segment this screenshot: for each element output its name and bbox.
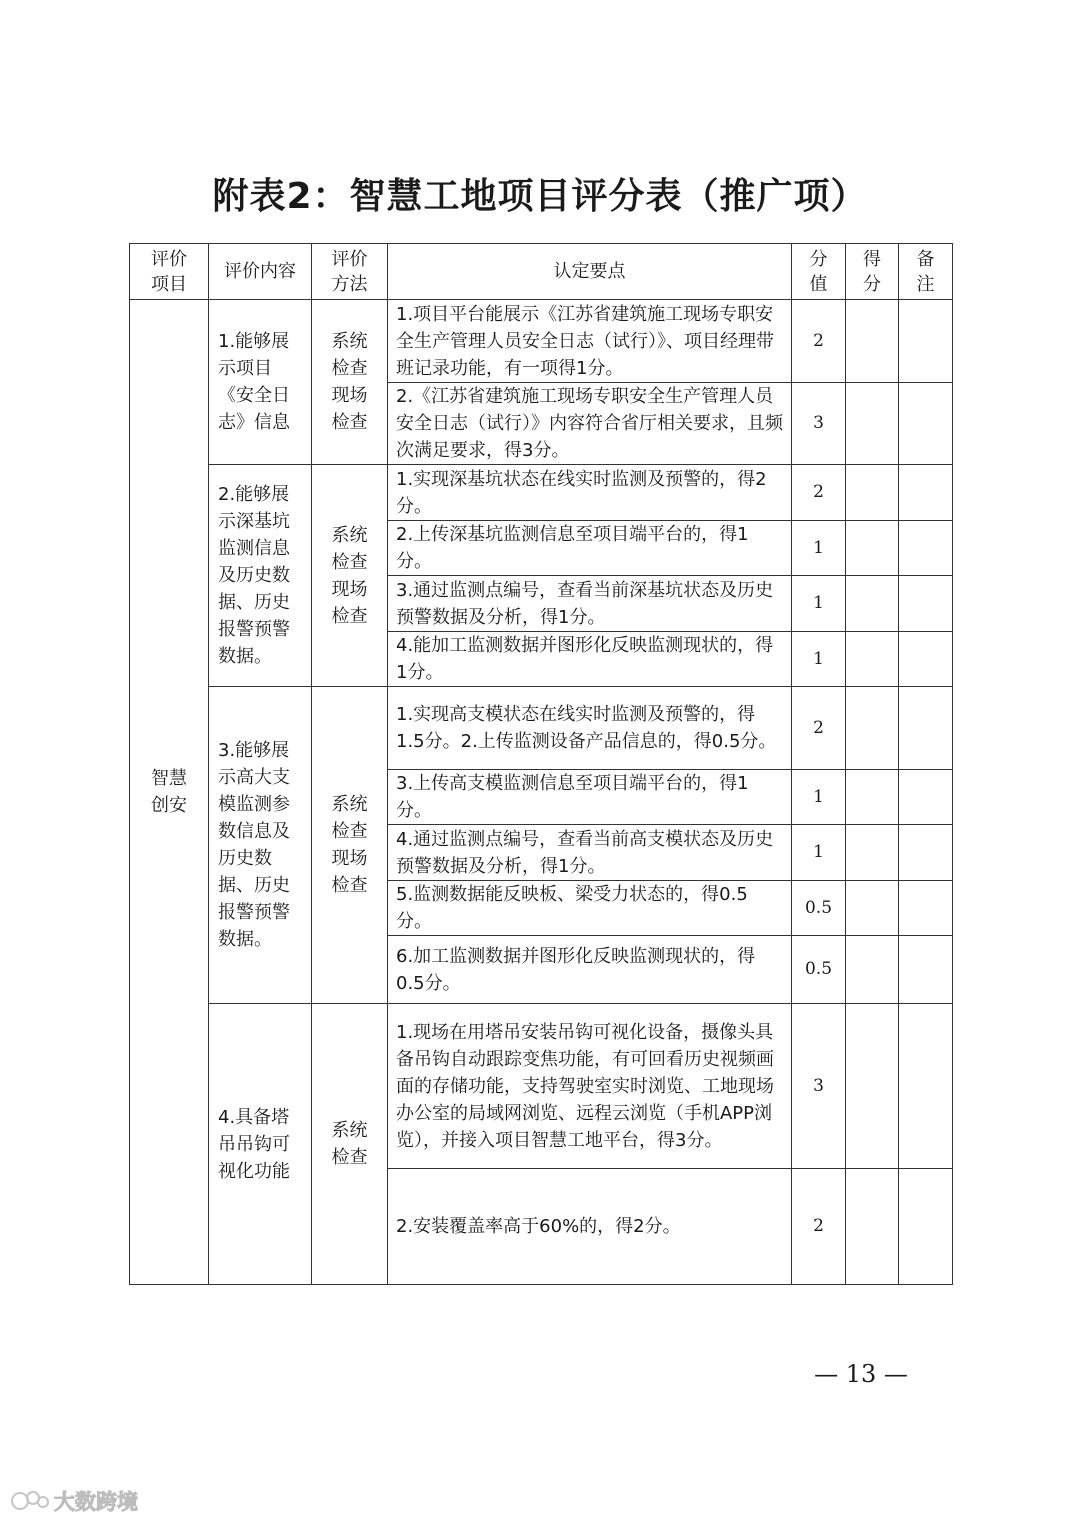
remark-cell[interactable]: [899, 521, 953, 576]
header-method: 评价方法: [312, 244, 388, 300]
page-number: — 13 —: [814, 1360, 908, 1388]
table-row: [130, 465, 953, 521]
got-cell[interactable]: [846, 881, 899, 936]
remark-cell[interactable]: [899, 687, 953, 770]
requirement-cell: 3.通过监测点编号，查看当前深基坑状态及历史预警数据及分析，得1分。: [388, 576, 792, 632]
score-cell: 1: [792, 770, 846, 825]
requirement-cell: 2.《江苏省建筑施工现场专职安全生产管理人员安全日志（试行）》内容符合省厅相关要求，且频次满足要求，得3分。: [388, 383, 792, 465]
remark-cell[interactable]: [899, 1004, 953, 1169]
requirement-cell: 1.项目平台能展示《江苏省建筑施工现场专职安全生产管理人员安全日志（试行）》、项目经理带班记录功能，有一项得1分。: [388, 300, 792, 383]
remark-cell[interactable]: [899, 383, 953, 465]
requirement-cell: 1.实现高支模状态在线实时监测及预警的，得1.5分。2.上传监测设备产品信息的，得0.5分。: [388, 687, 792, 770]
header-remark: 备注: [899, 244, 953, 300]
requirement-cell: 2.上传深基坑监测信息至项目端平台的，得1分。: [388, 521, 792, 576]
got-cell[interactable]: [846, 383, 899, 465]
remark-cell[interactable]: [899, 770, 953, 825]
score-cell: 0.5: [792, 881, 846, 936]
requirement-cell: 5.监测数据能反映板、梁受力状态的，得0.5分。: [388, 881, 792, 936]
page-title: 附表2：智慧工地项目评分表（推广项）: [212, 176, 868, 217]
header-content: 评价内容: [209, 244, 312, 300]
remark-cell[interactable]: [899, 576, 953, 632]
score-cell: 3: [792, 383, 846, 465]
remark-cell[interactable]: [899, 881, 953, 936]
method-cell: 系统检查现场检查: [312, 300, 388, 465]
requirement-cell: 6.加工监测数据并图形化反映监测现状的，得0.5分。: [388, 936, 792, 1004]
score-cell: 2: [792, 1169, 846, 1285]
got-cell[interactable]: [846, 300, 899, 383]
score-table: [129, 243, 953, 1285]
requirement-cell: 4.能加工监测数据并图形化反映监测现状的，得1分。: [388, 632, 792, 687]
header-score: 分值: [792, 244, 846, 300]
remark-cell[interactable]: [899, 632, 953, 687]
got-cell[interactable]: [846, 936, 899, 1004]
header-got: 得分: [846, 244, 899, 300]
score-cell: 1: [792, 576, 846, 632]
category-cell: 智慧创安: [130, 300, 209, 1285]
watermark: [10, 1486, 138, 1516]
watermark-logo-icon: [10, 1488, 50, 1514]
score-cell: 2: [792, 687, 846, 770]
watermark-text: 大数跨境: [54, 1490, 138, 1514]
got-cell[interactable]: [846, 1004, 899, 1169]
table-row: [130, 687, 953, 770]
method-cell: 系统检查: [312, 1004, 388, 1285]
requirement-cell: 2.安装覆盖率高于60%的，得2分。: [388, 1169, 792, 1285]
got-cell[interactable]: [846, 687, 899, 770]
requirement-cell: 1.实现深基坑状态在线实时监测及预警的，得2分。: [388, 465, 792, 521]
requirement-cell: 1.现场在用塔吊安装吊钩可视化设备，摄像头具备吊钩自动跟踪变焦功能，有可回看历史视频画面的存储功能，支持驾驶室实时浏览、工地现场办公室的局域网浏览、远程云浏览（手机APP浏览），并接入项目智慧工地平台，得3分。: [388, 1004, 792, 1169]
method-cell: 系统检查现场检查: [312, 465, 388, 687]
content-cell: 2.能够展示深基坑监测信息及历史数据、历史报警预警数据。: [209, 465, 312, 687]
table-header-row: [130, 244, 953, 300]
remark-cell[interactable]: [899, 300, 953, 383]
got-cell[interactable]: [846, 825, 899, 881]
got-cell[interactable]: [846, 632, 899, 687]
requirement-cell: 3.上传高支模监测信息至项目端平台的，得1分。: [388, 770, 792, 825]
content-cell: 4.具备塔吊吊钩可视化功能: [209, 1004, 312, 1285]
remark-cell[interactable]: [899, 936, 953, 1004]
score-cell: 1: [792, 825, 846, 881]
score-cell: 2: [792, 300, 846, 383]
method-cell: 系统检查现场检查: [312, 687, 388, 1004]
header-requirements: 认定要点: [388, 244, 792, 300]
content-cell: 3.能够展示高大支模监测参数信息及历史数据、历史报警预警数据。: [209, 687, 312, 1004]
content-cell: 1.能够展示项目《安全日志》信息: [209, 300, 312, 465]
remark-cell[interactable]: [899, 465, 953, 521]
got-cell[interactable]: [846, 521, 899, 576]
table-row: [130, 300, 953, 383]
got-cell[interactable]: [846, 465, 899, 521]
header-item: 评价项目: [130, 244, 209, 300]
remark-cell[interactable]: [899, 825, 953, 881]
score-cell: 0.5: [792, 936, 846, 1004]
score-cell: 1: [792, 521, 846, 576]
got-cell[interactable]: [846, 1169, 899, 1285]
table-row: [130, 1004, 953, 1169]
got-cell[interactable]: [846, 770, 899, 825]
requirement-cell: 4.通过监测点编号，查看当前高支模状态及历史预警数据及分析，得1分。: [388, 825, 792, 881]
score-cell: 1: [792, 632, 846, 687]
remark-cell[interactable]: [899, 1169, 953, 1285]
score-cell: 2: [792, 465, 846, 521]
score-cell: 3: [792, 1004, 846, 1169]
got-cell[interactable]: [846, 576, 899, 632]
